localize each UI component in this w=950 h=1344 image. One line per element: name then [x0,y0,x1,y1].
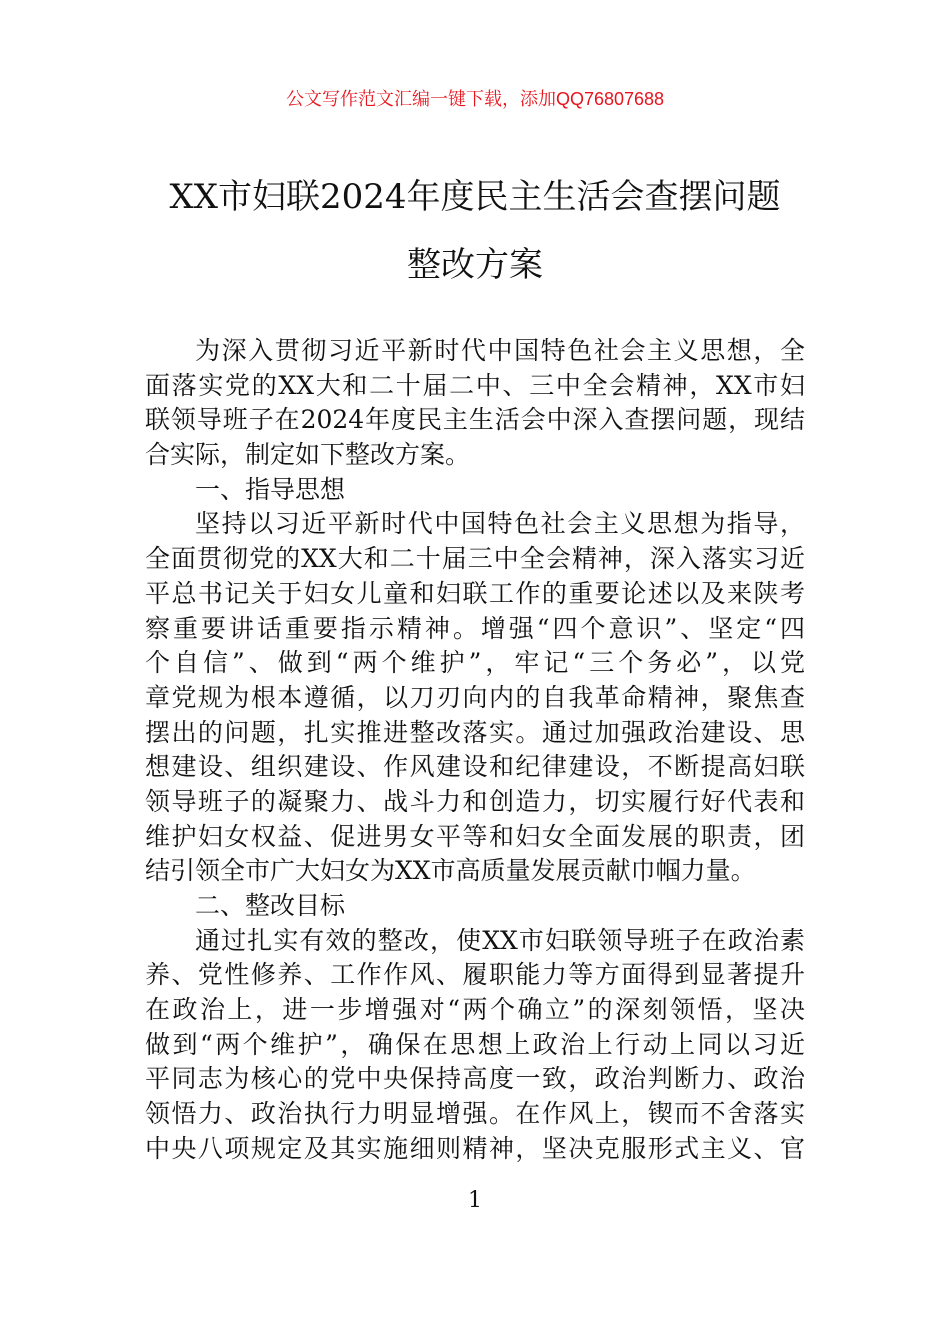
text-line: 领导班子的凝聚力、战斗力和创造力，切实履行好代表和 [145,786,805,816]
text-line: 在政治上，进一步增强对“两个确立”的深刻领悟，坚决 [145,995,805,1025]
text-line: 章党规为根本遵循，以刀刃向内的自我革命精神，聚焦查 [145,682,805,712]
text-line: 摆出的问题，扎实推进整改落实。通过加强政治建设、思 [145,717,805,747]
text-line: 想建设、组织建设、作风建设和纪律建设，不断提高妇联 [145,752,805,782]
section-heading [145,889,805,924]
document-body [145,334,805,1167]
text-line: 全面贯彻党的XX大和二十届三中全会精神，深入落实习近 [145,544,805,574]
text-line: 坚持以习近平新时代中国特色社会主义思想为指导， [195,509,805,539]
text-line: 为深入贯彻习近平新时代中国特色社会主义思想，全 [195,336,805,365]
page-number: 1 [468,1188,482,1213]
download-watermark-banner: 公文写作范文汇编一键下载，添加QQ76807688 [285,89,665,109]
text-line: 养、党性修养、工作作风、履职能力等方面得到显著提升 [145,960,805,990]
text-line: 领悟力、政治执行力明显增强。在作风上，锲而不舍落实 [145,1099,805,1129]
text-line: 一、指导思想 [195,474,346,504]
text-line: 平总书记关于妇女儿童和妇联工作的重要论述以及来陕考 [145,578,805,608]
text-line: 联领导班子在2024年度民主生活会中深入查摆问题，现结 [145,405,805,435]
text-line: 平同志为核心的党中央保持高度一致，政治判断力、政治 [145,1064,805,1094]
text-line: 合实际，制定如下整改方案。 [145,440,471,470]
text-line: 中央八项规定及其实施细则精神，坚决克服形式主义、官 [145,1133,805,1163]
text-line: 二、整改目标 [195,891,346,920]
text-line: 个自信”、做到“两个维护”，牢记“三个务必”，以党 [145,648,805,678]
paragraph [145,334,805,473]
document-title-line-2: 整改方案 [407,245,543,285]
text-line: 维护妇女权益、促进男女平等和妇女全面发展的职责，团 [145,821,805,851]
text-line: 面落实党的XX大和二十届二中、三中全会精神，XX市妇 [145,370,805,400]
text-line: 结引领全市广大妇女为XX市高质量发展贡献巾帼力量。 [145,856,756,886]
document-title-line-1: XX市妇联2024年度民主生活会查摆问题 [169,177,781,217]
text-line: 做到“两个维护”，确保在思想上政治上行动上同以习近 [145,1029,805,1059]
paragraph [145,507,805,889]
text-line: 察重要讲话重要指示精神。增强“四个意识”、坚定“四 [145,613,805,643]
text-line: 通过扎实有效的整改，使XX市妇联领导班子在政治素 [195,925,805,955]
section-heading [145,473,805,508]
paragraph [145,924,805,1167]
